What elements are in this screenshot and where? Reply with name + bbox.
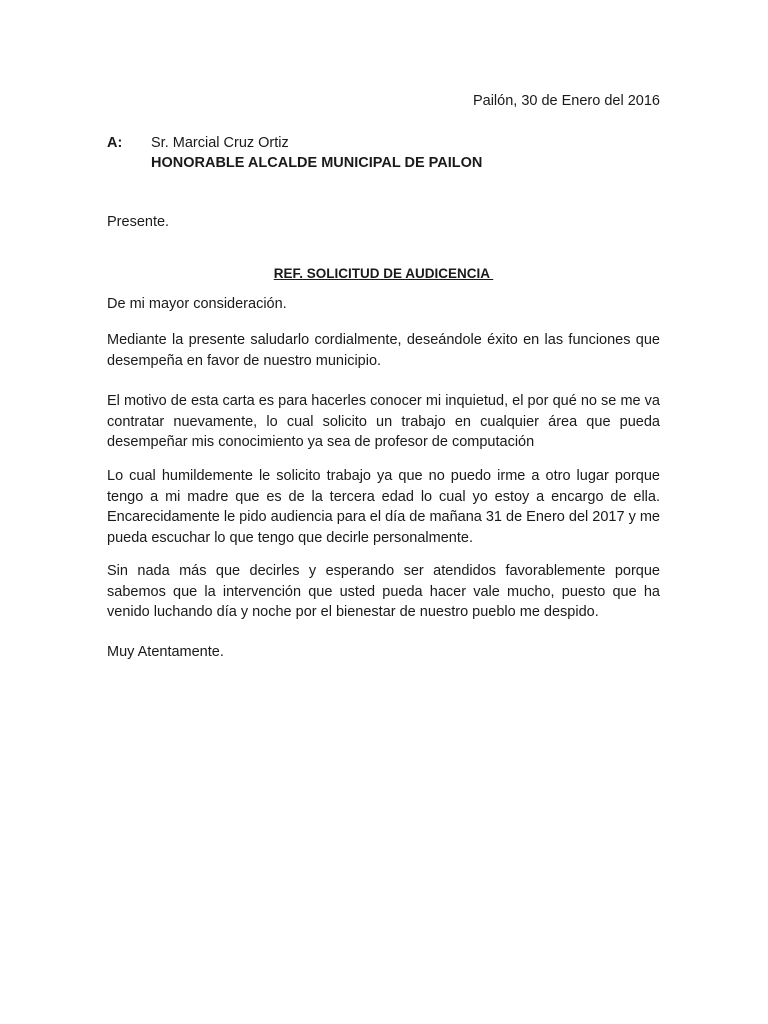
letter-date: Pailón, 30 de Enero del 2016 xyxy=(472,93,660,109)
recipient-name: Sr. Marcial Cruz Ortiz xyxy=(151,135,289,151)
paragraph-2: El motivo de esta carta es para hacerles conocer mi inquietud, el por qué no se me va contratar nuevamente, lo cual solicito un trabajo en cualquier área que pueda desempeñar mis conocimiento ya sea de profesor de computación xyxy=(107,393,660,450)
reference-line xyxy=(107,264,660,284)
paragraph-3: Lo cual humildemente le solicito trabajo ya que no puedo irme a otro lugar porque tengo a mi madre que es de la tercera edad lo cual yo estoy a encargo de ella. Encarecidamente le pido audiencia para el día de mañana 31 de Enero del 2017 y me pueda escuchar lo que tengo que decirle personalmente. xyxy=(107,468,660,546)
recipient-title: HONORABLE ALCALDE MUNICIPAL DE PAILON xyxy=(151,155,483,171)
greeting: De mi mayor consideración. xyxy=(107,296,287,312)
paragraph-4: Sin nada más que decirles y esperando ser atendidos favorablemente porque sabemos que la intervención que usted pueda hacer vale mucho, puesto que ha venido luchando día y noche por el bienestar de nuestro pueblo me despido. xyxy=(107,563,660,620)
recipient-label: A: xyxy=(107,135,123,151)
reference-text: REF. SOLICITUD DE AUDICENCIA xyxy=(273,266,494,281)
presente-line: Presente. xyxy=(107,214,170,230)
paragraph-1: Mediante la presente saludarlo cordialmente, deseándole éxito en las funciones que desempeña en favor de nuestro municipio. xyxy=(107,332,660,369)
closing-line: Muy Atentamente. xyxy=(107,644,224,660)
